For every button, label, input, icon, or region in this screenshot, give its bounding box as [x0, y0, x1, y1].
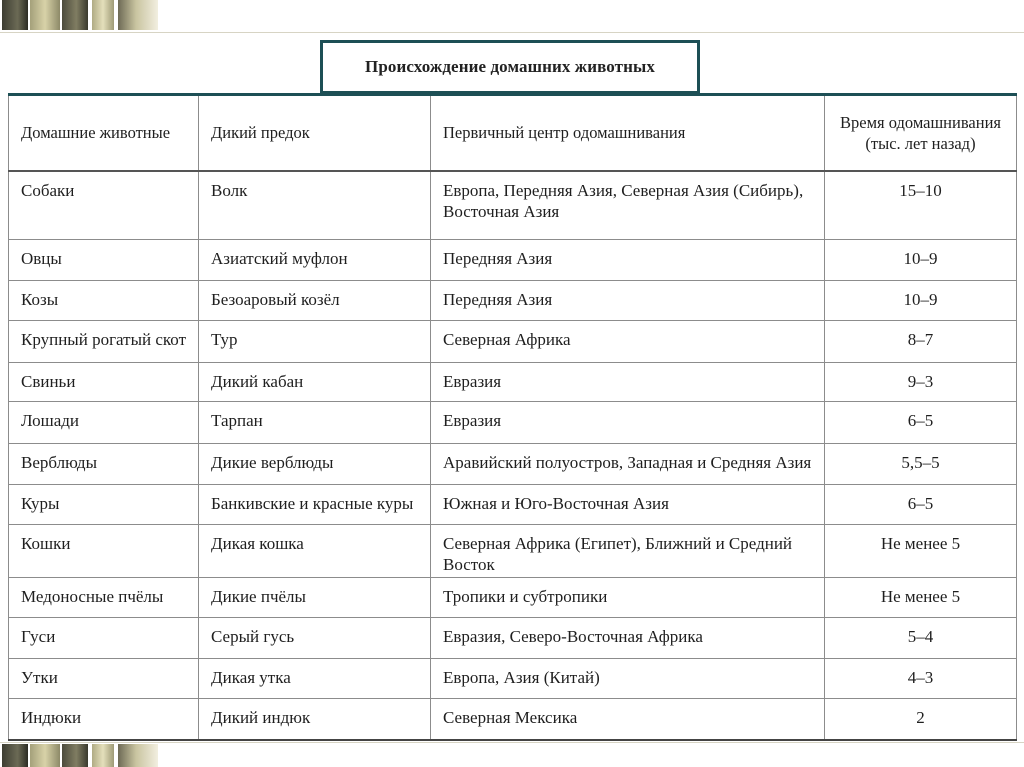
cell-animal: Куры [9, 485, 199, 525]
cell-ancestor: Банкивские и красные куры [199, 485, 431, 525]
table-row [9, 524, 1017, 577]
cell-center: Северная Африка (Египет), Ближний и Средний Восток [431, 524, 825, 577]
table-row [9, 320, 1017, 362]
table-title: Происхождение домашних животных [365, 57, 655, 76]
cell-animal: Медоносные пчёлы [9, 578, 199, 618]
cell-ancestor: Дикий индюк [199, 698, 431, 740]
table-row [9, 443, 1017, 485]
slide-rule-top [0, 32, 1024, 33]
cell-ancestor: Безоаровый козёл [199, 281, 431, 321]
cell-ancestor: Дикая кошка [199, 524, 431, 577]
cell-animal: Овцы [9, 239, 199, 281]
cell-center: Северная Мексика [431, 698, 825, 740]
header-center: Первичный центр одомашнивания [431, 95, 825, 171]
cell-center: Передняя Азия [431, 281, 825, 321]
cell-ancestor: Дикий кабан [199, 362, 431, 402]
cell-animal: Собаки [9, 171, 199, 240]
table-row [9, 171, 1017, 240]
cell-time: 4–3 [825, 659, 1017, 699]
header-animals: Домашние животные [9, 95, 199, 171]
cell-animal: Свиньи [9, 362, 199, 402]
cell-time: 6–5 [825, 402, 1017, 444]
header-time: Время одомашнивания (тыс. лет назад) [825, 95, 1017, 171]
table-row [9, 239, 1017, 281]
table-row [9, 659, 1017, 699]
table-row [9, 485, 1017, 525]
cell-time: 6–5 [825, 485, 1017, 525]
cell-animal: Гуси [9, 617, 199, 659]
cell-animal: Индюки [9, 698, 199, 740]
slide-decoration-bottom [0, 744, 160, 767]
cell-center: Евразия [431, 362, 825, 402]
cell-time: 10–9 [825, 281, 1017, 321]
cell-ancestor: Азиатский муфлон [199, 239, 431, 281]
cell-time: 15–10 [825, 171, 1017, 240]
cell-animal: Кошки [9, 524, 199, 577]
cell-ancestor: Тарпан [199, 402, 431, 444]
cell-time: 2 [825, 698, 1017, 740]
cell-ancestor: Дикие пчёлы [199, 578, 431, 618]
cell-animal: Верблюды [9, 443, 199, 485]
cell-time: 9–3 [825, 362, 1017, 402]
table-row [9, 617, 1017, 659]
cell-center: Передняя Азия [431, 239, 825, 281]
cell-time: 5,5–5 [825, 443, 1017, 485]
cell-time: 5–4 [825, 617, 1017, 659]
cell-ancestor: Дикие верблюды [199, 443, 431, 485]
cell-ancestor: Тур [199, 320, 431, 362]
cell-time: 8–7 [825, 320, 1017, 362]
cell-animal: Утки [9, 659, 199, 699]
cell-time: Не менее 5 [825, 524, 1017, 577]
cell-center: Северная Африка [431, 320, 825, 362]
cell-center: Европа, Передняя Азия, Северная Азия (Сибирь), Восточная Азия [431, 171, 825, 240]
cell-center: Европа, Азия (Китай) [431, 659, 825, 699]
header-wild-ancestor: Дикий предок [199, 95, 431, 171]
cell-animal: Крупный рогатый скот [9, 320, 199, 362]
cell-center: Южная и Юго-Восточная Азия [431, 485, 825, 525]
cell-center: Евразия, Северо-Восточная Африка [431, 617, 825, 659]
cell-center: Тропики и субтропики [431, 578, 825, 618]
cell-center: Аравийский полуостров, Западная и Средняя Азия [431, 443, 825, 485]
table-row [9, 362, 1017, 402]
slide-rule-bottom [0, 742, 1024, 743]
cell-time: 10–9 [825, 239, 1017, 281]
table-title-box [320, 40, 700, 94]
table-row [9, 698, 1017, 740]
table-row [9, 578, 1017, 618]
cell-ancestor: Дикая утка [199, 659, 431, 699]
cell-animal: Лошади [9, 402, 199, 444]
domestication-table [8, 93, 1017, 741]
cell-ancestor: Серый гусь [199, 617, 431, 659]
cell-ancestor: Волк [199, 171, 431, 240]
table-row [9, 402, 1017, 444]
table-row [9, 281, 1017, 321]
cell-animal: Козы [9, 281, 199, 321]
cell-center: Евразия [431, 402, 825, 444]
cell-time: Не менее 5 [825, 578, 1017, 618]
header-row [9, 95, 1017, 171]
slide-decoration-top [0, 0, 160, 30]
